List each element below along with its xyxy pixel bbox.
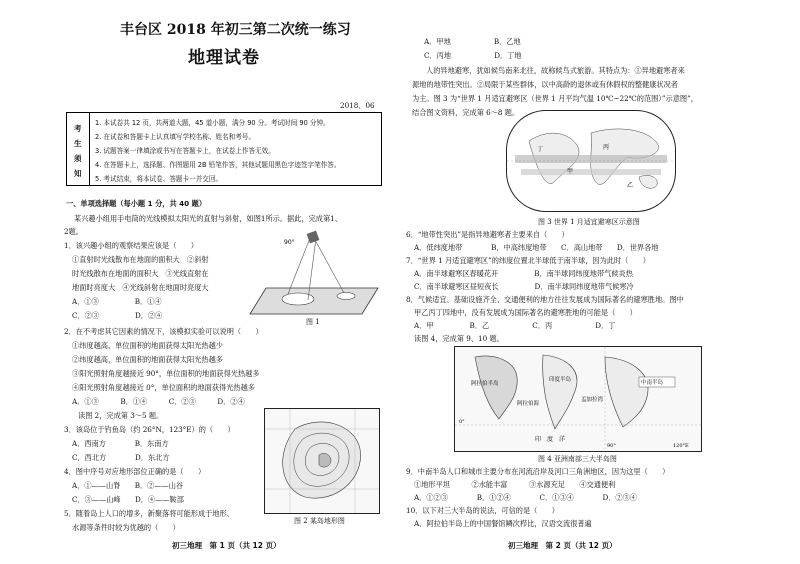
section-heading: 一、单项选择题（每小题 1 分，共 40 题） — [66, 199, 207, 208]
light-spot-oblique — [282, 293, 314, 305]
map-label: 甲 — [567, 168, 574, 175]
answer-options: C．③——山峰 D．④——鞍部 — [72, 495, 184, 504]
map-label-bay: 孟加拉湾 — [581, 397, 604, 403]
figure-2-topographic-map — [264, 408, 380, 514]
question-4: 4．图中序号对应地形部位正确的是（ ） — [64, 467, 206, 476]
text-line: ④阳光照射角度越接近 0°，单位面积的地面获得光热越多 — [72, 383, 255, 392]
question-2: 2．在不考虑其它因素的情况下，该模拟实验可以说明（ ） — [64, 327, 263, 336]
text-line: ②纬度越高，单位面积的地面获得太阳光热越多 — [72, 355, 223, 364]
text-line: 2题。 — [64, 227, 83, 236]
text-line: ①直射时光线散布在地面的面积大 ②斜射 — [72, 255, 209, 264]
text-line: ③阳光照射角度越接近 90°，单位面积的地面获得光热越多 — [72, 369, 260, 378]
answer-options: C．丙地 D．丁地 — [424, 51, 522, 60]
text-line: 读图 4，完成第 9、10 题。 — [414, 334, 504, 343]
ground-plane — [250, 288, 378, 314]
world-outline — [507, 111, 675, 211]
notice-item: 2. 在试卷和答题卡上认真填写学校名称、姓名和考号。 — [95, 133, 256, 141]
notice-side-char: 考 — [74, 124, 82, 133]
page-1 — [58, 0, 390, 564]
exam-date: 2018．06 — [340, 101, 375, 110]
map-label-120: 120°E — [673, 443, 689, 449]
notice-box — [66, 112, 382, 186]
figure-2-caption: 图 2 某岛地形图 — [294, 517, 345, 525]
notice-side-char: 须 — [74, 154, 82, 163]
peninsula-outline — [455, 347, 701, 451]
answer-options: A．南半球避寒区春暖花开 B．南半球同纬度地带气候炎热 — [414, 269, 633, 278]
figure-3-caption: 图 3 世界 1 月适宜避寒区示意图 — [538, 218, 640, 226]
notice-item: 3. 试题答案一律填涂或书写在答题卡上，在试卷上作答无效。 — [95, 147, 275, 155]
answer-options: C．②③ D．②④ — [72, 311, 163, 320]
text-line: 为主。图 3 为“世界 1 月适宜避寒区（世界 1 月平均气温 10℃~22℃的范围）”示意图”， — [412, 94, 698, 103]
question-5: 5．随着岛上人口的增多，新聚落将可能形成于地形、 — [64, 509, 234, 518]
text-line: 甲乙丙丁四地中，没有发展成为国际著名的避寒胜地的可能是（ ） — [414, 308, 637, 317]
page-footer: 初三地理 第 2 页（共 12 页） — [508, 541, 617, 550]
text-line: 地面时亮度大 ④光线斜射在地面时亮度大 — [72, 283, 209, 292]
angle-label: 90° — [284, 239, 295, 246]
text-line: ①纬度越高，单位面积的地面获得太阳光热越少 — [72, 341, 223, 350]
map-label: 丙 — [603, 144, 610, 151]
map-label-equator: 0° — [459, 419, 465, 425]
answer-options: A．①——山脊 B．②——山谷 — [72, 481, 184, 490]
question-3: 3．该岛位于钓鱼岛（约 26°N，123°E）的（ ） — [64, 425, 235, 434]
exam-title: 丰台区 2018 年初三第二次统一练习 — [120, 22, 351, 38]
map-label-sea: 阿拉伯海 — [517, 401, 540, 407]
answer-options: A．甲地 B．乙地 — [424, 37, 521, 46]
notice-side-char: 知 — [74, 169, 82, 178]
map-label: 丁 — [537, 146, 544, 153]
map-label-arabia: 阿拉伯半岛 — [471, 381, 499, 387]
text-line: 人的异地避寒，犹如候鸟南来北往，故称候鸟式旅游。其特点为：①异地避寒者来 — [426, 66, 685, 75]
answer-options: A．西南方 B．东南方 — [72, 439, 169, 448]
map-label-ocean: 印 度 洋 — [535, 436, 566, 443]
notice-item: 1. 本试卷共 12 页，共两道大题，45 道小题，满分 90 分。考试时间 90 分钟。 — [95, 119, 330, 127]
page-2 — [398, 0, 738, 564]
question-10: 10．以下对三大半岛的说法，可信的是（ ） — [406, 506, 559, 515]
figure-3-world-map — [506, 110, 676, 212]
question-1: 1．该兴趣小组的观察结果应该是（ ） — [64, 241, 198, 250]
text-line: 水源等条件时较为优越的（ ） — [72, 523, 180, 532]
answer-options: A．阿拉伯半岛上的中国餐馆鳞次栉比，汉语交流很普遍 — [414, 519, 592, 528]
answer-options: A．①③ B．①④ — [72, 297, 162, 306]
figure-4-caption: 图 4 亚洲南部三大半岛图 — [538, 455, 617, 463]
text-line: 某兴趣小组用手电筒的光线模拟太阳光的直射与斜射，如图1所示。据此，完成第1、 — [74, 214, 342, 223]
answer-options: A．低纬度地带 B．中高纬度地带 C．高山地带 D．世界各地 — [414, 243, 659, 252]
text-line: 结合图文资料，完成第 6～8 题。 — [412, 108, 520, 117]
question-9: 9．中南半岛人口和城市主要分布在河流沿岸及河口三角洲地区，因为这里（ ） — [406, 467, 670, 476]
question-6: 6．“地带性突出”是指异地避寒者主要来自（ ） — [406, 230, 569, 239]
notice-side — [67, 113, 90, 185]
answer-options: A．①③ B．①④ C．②③ D．②④ — [72, 397, 245, 406]
answer-options: C．南半球避寒区昼短夜长 D．南半球同纬度地带气候寒冷 — [414, 282, 634, 291]
notice-item: 4. 在答题卡上，选择题、作图题用 2B 铅笔作答，其他试题用黑色字迹签字笔作答。 — [95, 161, 341, 169]
question-7: 7．“世界 1 月适宜避寒区”的纬度位置北半球低于南半球，因为此时（ ） — [406, 256, 650, 265]
figure-1-caption: 图 1 — [306, 318, 320, 326]
subject-title: 地理试卷 — [188, 48, 260, 68]
answer-options: A．①②③ B．①②④ C．①③④ D．②③④ — [414, 493, 637, 502]
text-line: 源地的地带性突出。②局限于某些群体，以中高龄的退休或有休假权的整健康状况者 — [412, 80, 678, 89]
notice-item: 5. 考试结束，将本试卷、答题卡一并交回。 — [95, 175, 223, 183]
question-8: 8．气候适宜、基础设施齐全、交通便利的地方往往发展成为国际著名的避寒胜地。图中 — [406, 295, 684, 304]
page-footer: 初三地理 第 1 页（共 12 页） — [172, 541, 281, 550]
figure-4-south-asia-map — [454, 346, 702, 452]
map-label: 乙 — [627, 182, 634, 189]
figure-1-flashlight-diagram — [244, 230, 384, 322]
text-line: 时光线散布在地面的面积大 ③光线直射在 — [72, 269, 209, 278]
text-line: ①地形平坦 ②水能丰富 ③水源充足 ④交通便利 — [414, 480, 616, 489]
light-spot-direct — [337, 293, 355, 300]
map-label-indochina: 中南半岛 — [641, 380, 664, 386]
notice-side-char: 生 — [74, 139, 82, 148]
answer-options: C．西北方 D．东北方 — [72, 453, 170, 462]
answer-options: A．甲 B．乙 C．丙 D．丁 — [414, 321, 616, 330]
text-line: 读图 2，完成第 3～5 题。 — [78, 411, 164, 420]
map-label-90: 90° — [607, 443, 616, 449]
map-label-india: 印度半岛 — [549, 377, 572, 383]
contour-lines — [265, 409, 379, 513]
